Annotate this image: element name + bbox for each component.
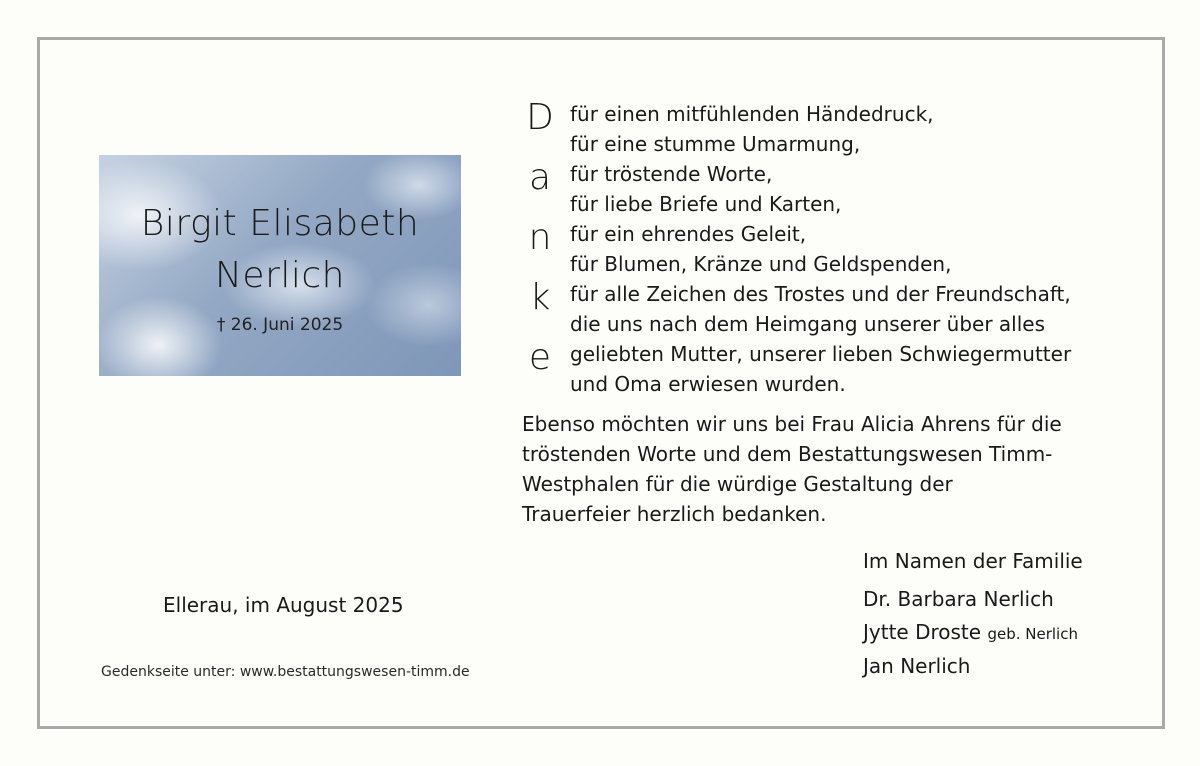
danke-letter: a bbox=[528, 157, 552, 198]
memorial-page-note: Gedenkseite unter: www.bestattungswesen-timm.de bbox=[101, 664, 470, 680]
danke-letter: e bbox=[528, 337, 552, 378]
poem-line: die uns nach dem Heimgang unserer über alles bbox=[570, 312, 1045, 336]
place-and-date: Ellerau, im August 2025 bbox=[163, 593, 404, 617]
danke-letter: k bbox=[529, 277, 551, 318]
sky-photo-card bbox=[99, 155, 461, 376]
poem-line: und Oma erwiesen wurden. bbox=[570, 372, 846, 396]
poem-line: für tröstende Worte, bbox=[570, 162, 773, 186]
poem-line: für liebe Briefe und Karten, bbox=[570, 192, 842, 216]
danke-letter: n bbox=[528, 217, 552, 258]
signature-name-line bbox=[863, 620, 1078, 644]
thanks-paragraph-line: Ebenso möchten wir uns bei Frau Alicia Ahrens für die bbox=[522, 412, 1062, 436]
poem-line: für eine stumme Umarmung, bbox=[570, 132, 861, 156]
poem-line: für ein ehrendes Geleit, bbox=[570, 222, 807, 246]
signature-intro: Im Namen der Familie bbox=[863, 549, 1083, 573]
poem-line: für einen mitfühlenden Händedruck, bbox=[570, 102, 934, 126]
deceased-name-last: Nerlich bbox=[215, 255, 345, 296]
thanks-paragraph-line: tröstenden Worte und dem Bestattungswesen Timm- bbox=[522, 442, 1053, 466]
maiden-name-note: geb. Nerlich bbox=[987, 625, 1078, 643]
danke-letter: D bbox=[526, 97, 554, 138]
signature-name: Dr. Barbara Nerlich bbox=[863, 587, 1054, 611]
poem-line: für Blumen, Kränze und Geldspenden, bbox=[570, 252, 952, 276]
deceased-name-first: Birgit Elisabeth bbox=[140, 203, 420, 244]
death-date: † 26. Juni 2025 bbox=[216, 315, 344, 335]
thanks-paragraph-line: Trauerfeier herzlich bedanken. bbox=[522, 502, 827, 526]
signature-name: Jytte Droste bbox=[863, 620, 982, 644]
poem-line: für alle Zeichen des Trostes und der Freundschaft, bbox=[570, 282, 1071, 306]
poem-line: geliebten Mutter, unserer lieben Schwiegermutter bbox=[570, 342, 1072, 366]
signature-name: Jan Nerlich bbox=[863, 654, 971, 678]
thanks-paragraph-line: Westphalen für die würdige Gestaltung der bbox=[522, 472, 953, 496]
